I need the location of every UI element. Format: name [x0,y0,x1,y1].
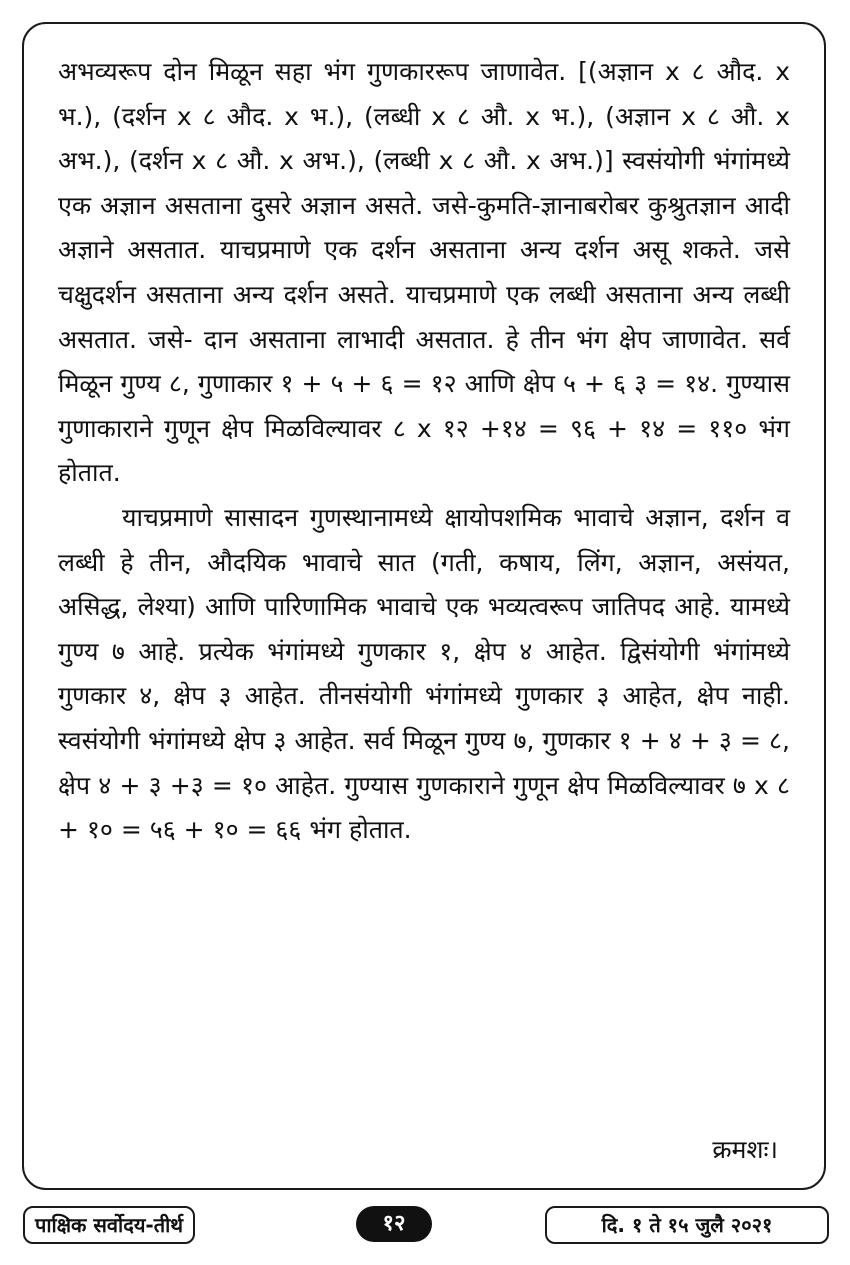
paragraph-2: याचप्रमाणे सासादन गुणस्थानामध्ये क्षायोपशमिक भावाचे अज्ञान, दर्शन व लब्धी हे तीन, औदयिक भावाचे सात (गती, कषाय, लिंग, अज्ञान, असंयत, असिद्ध, लेश्या) आणि पारिणामिक भावाचे एक भव्यत्वरूप जातिपद आहे. यामध्ये गुण्य ७ आहे. प्रत्येक भंगांमध्ये गुणकार १, क्षेप ४ आहेत. द्विसंयोगी भंगांमध्ये गुणकार ४, क्षेप ३ आहेत. तीनसंयोगी भंगांमध्ये गुणकार ३ आहेत, क्षेप नाही. स्वसंयोगी भंगांमध्ये क्षेप ३ आहेत. सर्व मिळून गुण्य ७, गुणकार १ + ४ + ३ = ८, क्षेप ४ + ३ +३ = १० आहेत. गुण्यास गुणकाराने गुणून क्षेप मिळविल्यावर ७ x ८ + १० = ५६ + १० = ६६ भंग होतात. [58,502,790,845]
article-content-box [22,22,826,1190]
publication-name-box: पाक्षिक सर्वोदय-तीर्थ [23,1206,195,1244]
to-be-continued-label: क्रमशः। [712,1135,778,1164]
paragraph-1: अभव्यरूप दोन मिळून सहा भंग गुणकाररूप जाणावेत. [(अज्ञान x ८ औद. x भ.), (दर्शन x ८ औद. x भ.), (लब्धी x ८ औ. x भ.), (अज्ञान x ८ औ. x अभ.), (दर्शन x ८ औ. x अभ.), (लब्धी x ८ औ. x अभ.)] स्वसंयोगी भंगांमध्ये एक अज्ञान असताना दुसरे अज्ञान असते. जसे-कुमति-ज्ञानाबरोबर कुश्रुतज्ञान आदी अज्ञाने असतात. याचप्रमाणे एक दर्शन असताना अन्य दर्शन असू शकते. जसे चक्षुदर्शन असताना अन्य दर्शन असते. याचप्रमाणे एक लब्धी असताना अन्य लब्धी असतात. जसे- दान असताना लाभादी असतात. हे तीन भंग क्षेप जाणावेत. सर्व मिळून गुण्य ८, गुणाकार १ + ५ + ६ = १२ आणि क्षेप ५ + ६ ३ = १४. गुण्यास गुणाकाराने गुणून क्षेप मिळविल्यावर ८ x १२ +१४ = ९६ + १४ = ११० भंग होतात. [58,57,790,488]
issue-date-box: दि. १ ते १५ जुलै २०२१ [545,1206,829,1244]
page-number-badge: १२ [356,1206,432,1242]
